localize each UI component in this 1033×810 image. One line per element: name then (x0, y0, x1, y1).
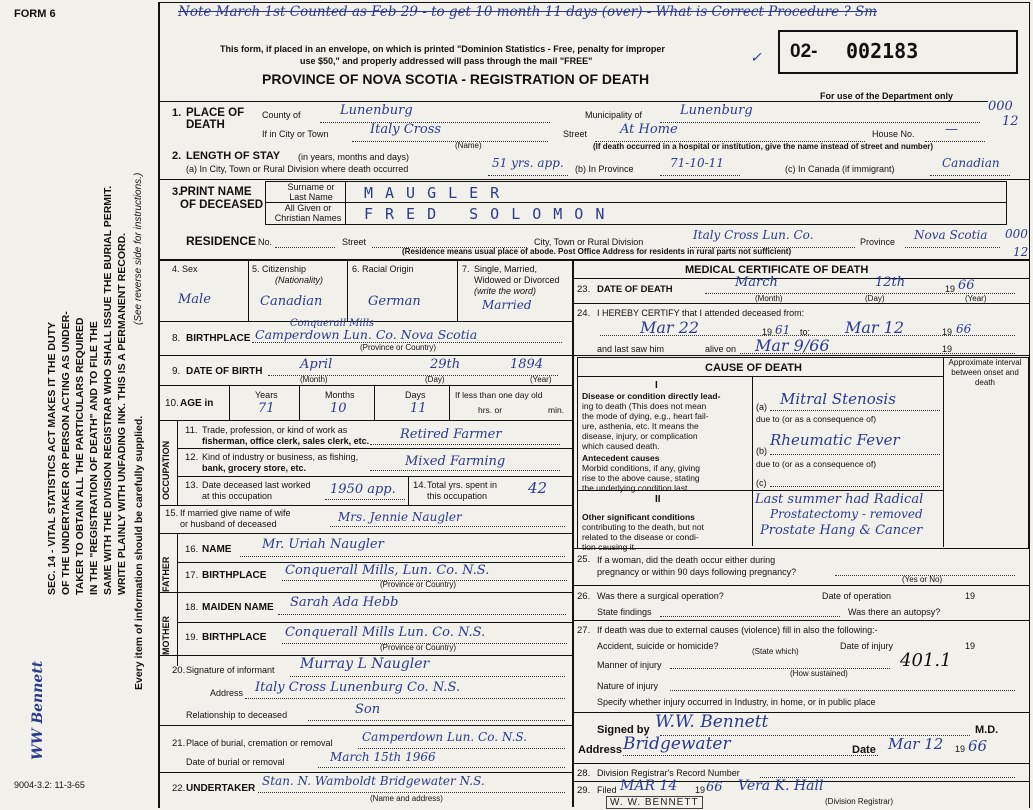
s9-label: DATE OF BIRTH (186, 366, 263, 377)
s5-label (252, 264, 306, 274)
mother-birthplace-value: Conquerall Mills Lun. Co. N.S. (285, 625, 486, 640)
ante-line-3: rise to the above cause, stating (582, 473, 700, 483)
county-label: County of (262, 110, 301, 120)
age-min-label: min. (548, 405, 565, 415)
autopsy-label: Was there an autopsy? (848, 607, 941, 617)
s27-number: 27. (577, 625, 591, 636)
how-sustained-label: (How sustained) (790, 669, 848, 678)
s21-number: 21. (172, 738, 186, 749)
relationship-value: Son (355, 702, 381, 717)
notice-line-4: IN THE "REGISTRATION OF DEATH" AND TO FILE THE (88, 321, 100, 595)
s19-number: 19. (185, 632, 199, 643)
occupation-side-label: OCCUPATION (161, 440, 171, 500)
birth-day-value: 29th (430, 357, 461, 372)
roman-1: I (655, 380, 658, 391)
father-name-value: Mr. Uriah Naugler (262, 537, 384, 552)
death-year-label: (Year) (965, 294, 987, 303)
s13-text-2: at this occupation (202, 491, 273, 501)
residence-province-value: Nova Scotia (914, 228, 988, 242)
s3-label: PRINT NAME OF DECEASED (180, 186, 264, 211)
filed-yp: 19 (695, 785, 706, 795)
burial-date-label: Date of burial or removal (186, 757, 285, 767)
registrar-label: (Division Registrar) (825, 797, 894, 806)
birth-day-label: (Day) (425, 375, 445, 384)
disease-line-2: ing to death (This does not mean (582, 401, 707, 411)
s7-number: 7. (462, 264, 470, 274)
spouse-value: Mrs. Jennie Naugler (338, 510, 462, 524)
antecedent-description (582, 453, 700, 493)
supplied-note: Every item of information should be carefully supplied. (133, 415, 145, 690)
s7-line-3: (write the word) (474, 286, 537, 296)
s10-number: 10. (165, 398, 179, 409)
main-frame-top (158, 2, 1030, 3)
city-name-label: (Name) (455, 141, 482, 150)
undertaker-sub: (Name and address) (370, 794, 443, 803)
accident-label: Accident, suicide or homicide? (597, 641, 719, 651)
s26-number: 26. (577, 591, 591, 602)
mother-side-label: MOTHER (161, 616, 171, 655)
s3-number: 3. (172, 186, 182, 198)
occupation-value: Retired Farmer (400, 427, 502, 442)
street-label: Street (563, 129, 588, 139)
residence-street-label: Street (342, 237, 367, 247)
age-months-value: 10 (330, 401, 347, 416)
birth-month-label: (Month) (300, 375, 328, 384)
death-day-label: (Day) (865, 294, 885, 303)
birthplace-top-value: Conquerall Mills (290, 318, 375, 329)
classification-code: 401.1 (900, 650, 952, 671)
operation-yp: 19 (965, 591, 976, 601)
s2-b-label: (b) In Province (575, 164, 634, 174)
sex-value: Male (178, 292, 211, 307)
dept-code-1: 000 (988, 99, 1013, 114)
s16-label: NAME (202, 544, 232, 555)
external-causes-label: If death was due to external causes (violence) fill in also the following:- (597, 625, 878, 635)
s11-text-1: Trade, profession, or kind of work as (202, 425, 348, 435)
main-frame-right (1029, 2, 1030, 808)
s9-number: 9. (172, 366, 181, 377)
county-value: Lunenburg (340, 103, 413, 118)
reverse-side-note: (See reverse side for instructions.) (133, 172, 144, 325)
notice-line-3: TAKER TO OBTAIN ALL THE PARTICULARS REQUIRED (74, 317, 86, 595)
s25-yn: (Yes or No) (902, 575, 943, 584)
s12-text-1: Kind of industry or business, as fishing, (202, 452, 359, 462)
operation-date-label: Date of operation (822, 591, 892, 601)
cert-yp: 19 (955, 744, 966, 754)
s20-number: 20. (172, 665, 186, 676)
residence-no-label: No. (258, 237, 273, 247)
s14-text (427, 480, 497, 502)
relationship-label: Relationship to deceased (186, 710, 288, 720)
envelope-note-2: use $50," and properly addressed will pass through the mail "FREE" (300, 56, 593, 66)
s11-text (202, 425, 369, 447)
s7-line-2: Widowed or Divorced (474, 275, 560, 285)
registrar-signature: Vera K. Hall (738, 778, 824, 794)
s19-label: BIRTHPLACE (202, 632, 267, 643)
ante-line-2: Morbid conditions, if any, giving (582, 463, 700, 473)
informant-address-value: Italy Cross Lunenburg Co. N.S. (255, 680, 461, 695)
ante-line-4: the underlying condition last. (582, 483, 690, 493)
citizenship-value: Canadian (260, 294, 323, 309)
md-label: M.D. (975, 724, 999, 736)
house-label: House No. (872, 129, 915, 139)
institution-note: (If death occurred in a hospital or institution, give the name instead of street and number) (593, 142, 934, 151)
s17-sub: (Province or Country) (380, 580, 457, 589)
industry-value: Mixed Farming (405, 454, 506, 469)
injury-date-label: Date of injury (840, 641, 894, 651)
s12-number: 12. (185, 452, 199, 463)
s13-text-1: Date deceased last worked (202, 480, 311, 490)
age-years-value: 71 (258, 401, 275, 416)
age-days-value: 11 (410, 401, 427, 416)
nature-label: Nature of injury (597, 681, 659, 691)
surgery-label: Was there a surgical operation? (597, 591, 724, 601)
surname-label: Surname or Last Name (287, 182, 335, 202)
other-line-2: contributing to the death, but not (582, 522, 704, 532)
s2-a-label: (a) In City, Town or Rural Division where death occurred (186, 164, 409, 174)
cause-title: CAUSE OF DEATH (705, 362, 802, 374)
residence-city-label: City, Town or Rural Division (534, 237, 644, 247)
s2-number: 2. (172, 150, 182, 162)
s24-number: 24. (577, 308, 591, 319)
s22-number: 22. (172, 783, 186, 794)
s4-number: 4. (172, 264, 180, 274)
given-label: All Given or Christian Names (274, 203, 342, 223)
age-years-label: Years (255, 390, 278, 400)
department-use-label: For use of the Department only (820, 91, 954, 101)
undertaker-label: UNDERTAKER (186, 783, 256, 794)
s13-number: 13. (185, 480, 199, 491)
s17-number: 17. (185, 570, 199, 581)
death-year-value: 66 (958, 278, 975, 293)
s2-label: LENGTH OF STAY (186, 150, 281, 162)
attended-from-year: 61 (775, 323, 791, 337)
dept-code-2: 12 (1002, 114, 1019, 129)
s28-number: 28. (577, 768, 591, 779)
s6-number: 6. (352, 264, 360, 274)
attended-to-yp: 19 (942, 327, 953, 337)
last-saw-value: Mar 9/66 (755, 336, 830, 355)
physician-address-label: Address (578, 744, 623, 756)
s2-c-value: Canadian (942, 156, 1000, 170)
reg-prefix: 02- (790, 41, 818, 62)
residence-code-2: 12 (1013, 245, 1029, 259)
notice-line-6: WRITE PLAINLY WITH UNFADING INK. THIS IS A PERMANENT RECORD. (116, 232, 128, 595)
burial-date-value: March 15th 1966 (330, 750, 436, 764)
city-label: If in City or Town (262, 129, 329, 139)
cert-date-value: Mar 12 (888, 735, 944, 753)
main-frame-left (158, 2, 160, 808)
house-value: — (945, 122, 958, 137)
disease-line-4: ure, asthenia, etc. It means the (582, 421, 699, 431)
attended-from-value: Mar 22 (640, 318, 700, 337)
residence-province-label: Province (860, 237, 896, 247)
s5-text: Citizenship (262, 264, 307, 274)
age-less-label: If less than one day old (455, 390, 543, 400)
due-to-1: due to (or as a consequence of) (756, 414, 877, 424)
attended-to-label: to: (800, 327, 811, 337)
filed-label: Filed (597, 785, 617, 795)
informant-signature-label: Signature of informant (186, 665, 275, 675)
signed-by-label: Signed by (597, 724, 650, 736)
s11-text-2: fisherman, office clerk, sales clerk, etc. (202, 436, 370, 446)
death-month-value: March (735, 275, 778, 290)
s18-number: 18. (185, 602, 199, 613)
registration-number-box (778, 30, 1018, 74)
last-saw-label: and last saw him (597, 344, 665, 354)
attended-to-value: Mar 12 (845, 318, 905, 337)
cause-b-value: Rheumatic Fever (770, 431, 900, 449)
s5-number: 5. (252, 264, 260, 274)
s2-a-value: 51 yrs. app. (492, 156, 564, 170)
age-hrs-label: hrs. or (478, 405, 503, 415)
handwritten-note: Note March 1st Counted as Feb 29 - to get 10 month 11 days (over) - What is Correct Procedure ? Sm (178, 4, 878, 20)
s6-label (352, 264, 414, 274)
disease-line-5: disease, injury, or complication (582, 431, 698, 441)
s7-label (474, 264, 560, 297)
other-condition-2: Prostatectomy - removed (770, 507, 923, 521)
s25-text (597, 554, 796, 578)
age-days-label: Days (405, 390, 426, 400)
s10-label: AGE in (180, 398, 214, 409)
cert-year: 66 (968, 737, 988, 755)
residence-label: RESIDENCE (186, 234, 257, 248)
cause-a-value: Mitral Stenosis (780, 390, 896, 408)
reg-number: 002183 (846, 39, 919, 63)
cause-c-label: (c) (756, 478, 767, 488)
father-side-label: FATHER (161, 556, 171, 592)
disease-line-6: which caused death. (582, 441, 660, 451)
s6-text: Racial Origin (362, 264, 414, 274)
s14-text-1: Total yrs. spent in (427, 480, 498, 490)
cause-a-label: (a) (756, 402, 767, 412)
s8-sub: (Province or Country) (360, 343, 437, 352)
s25-number: 25. (577, 554, 591, 565)
s16-number: 16. (185, 544, 199, 555)
s12-text (202, 452, 358, 474)
birth-month-value: April (300, 357, 333, 372)
roman-2: II (655, 494, 661, 505)
s25-line-1: If a woman, did the death occur either during (597, 555, 776, 565)
total-years-value: 42 (528, 479, 548, 497)
disease-line-1: Disease or condition directly lead- (582, 391, 721, 401)
notice-line-5: SAME WITH THE DIVISION REGISTRAR WHO SHALL ISSUE THE BURIAL PERMIT. (102, 185, 114, 595)
birth-year-value: 1894 (510, 357, 544, 372)
municipality-value: Lunenburg (680, 103, 753, 118)
form-number: FORM 6 (14, 8, 56, 20)
racial-origin-value: German (368, 294, 421, 309)
burial-place-value: Camperdown Lun. Co. N.S. (362, 730, 527, 744)
s14-number: 14. (413, 480, 427, 491)
s2-b-value: 71-10-11 (670, 156, 724, 170)
street-value: At Home (620, 122, 678, 137)
s14-text-2: this occupation (427, 491, 488, 501)
margin-signature: WW Bennett (30, 660, 46, 760)
other-line-3: related to the disease or condi- (582, 532, 699, 542)
s29-number: 29. (577, 785, 591, 796)
s4-label (172, 264, 198, 274)
s8-label: BIRTHPLACE (186, 333, 251, 344)
injury-yp: 19 (965, 641, 976, 651)
s18-label: MAIDEN NAME (202, 602, 274, 613)
residence-city-value: Italy Cross Lun. Co. (693, 228, 814, 242)
residence-code-1: 000 (1005, 227, 1028, 241)
s19-sub: (Province or Country) (380, 643, 457, 652)
envelope-note-1: This form, if placed in an envelope, on which is printed "Dominion Statistics - Free, penalty for improper (220, 44, 665, 54)
s1-number: 1. (172, 107, 182, 119)
undertaker-value: Stan. N. Wamboldt Bridgewater N.S. (262, 774, 485, 788)
s13-text (202, 480, 311, 502)
check-mark: ✓ (750, 50, 762, 66)
s2-sub: (in years, months and days) (298, 152, 410, 162)
manner-label: Manner of injury (597, 660, 662, 670)
age-months-label: Months (325, 390, 355, 400)
s8-number: 8. (172, 333, 181, 344)
death-day-value: 12th (875, 275, 906, 290)
other-condition-3: Prostate Hang & Cancer (760, 523, 923, 538)
ante-line-1: Antecedent causes (582, 453, 660, 463)
mother-maiden-value: Sarah Ada Hebb (290, 595, 399, 610)
filed-year: 66 (706, 780, 723, 795)
cause-b-label: (b) (756, 446, 767, 456)
death-month-label: (Month) (755, 294, 783, 303)
informant-address-label: Address (210, 688, 244, 698)
s15-text (180, 508, 291, 530)
birth-year-label: (Year) (530, 375, 552, 384)
state-which-label: (State which) (752, 647, 799, 656)
filed-date: MAR 14 (620, 778, 678, 794)
disease-description (582, 391, 720, 451)
father-birthplace-value: Conquerall Mills, Lun. Co. N.S. (285, 563, 490, 578)
s15-number: 15. (165, 508, 179, 519)
notice-line-1: SEC. 14 - VITAL STATISTICS ACT MAKES IT THE DUTY (46, 321, 58, 595)
death-date-label: DATE OF DEATH (597, 284, 673, 295)
cert-date-label: Date (852, 744, 876, 756)
other-conditions-description (582, 512, 704, 552)
physician-address-value: Bridgewater (623, 734, 731, 754)
s15-text-1: If married give name of wife (180, 508, 291, 518)
s1-label: PLACE OF DEATH (186, 107, 245, 131)
disease-line-3: the mode of dying, e.g., heart fail- (582, 411, 709, 421)
s15-text-2: or husband of deceased (180, 519, 277, 529)
interval-label: Approximate interval between onset and death (948, 358, 1022, 387)
burial-place-label: Place of burial, cremation or removal (186, 738, 333, 748)
due-to-2: due to (or as a consequence of) (756, 459, 877, 469)
s12-text-2: bank, grocery store, etc. (202, 463, 307, 473)
city-value: Italy Cross (370, 122, 442, 137)
last-worked-value: 1950 app. (330, 482, 396, 497)
other-condition-1: Last summer had Radical (755, 492, 924, 507)
attended-to-year: 66 (956, 322, 972, 336)
s17-label: BIRTHPLACE (202, 570, 267, 581)
municipality-label: Municipality of (585, 110, 643, 120)
s4-text: Sex (182, 264, 198, 274)
record-number-label: Division Registrar's Record Number (597, 768, 740, 778)
medical-title: MEDICAL CERTIFICATE OF DEATH (685, 264, 869, 276)
surname-value: MAUGLER (364, 184, 512, 202)
attended-from-yp: 19 (762, 327, 773, 337)
s11-number: 11. (185, 425, 198, 436)
last-saw-yp: 19 (942, 344, 953, 354)
other-line-1: Other significant conditions (582, 512, 695, 522)
specify-label: Specify whether injury occurred in Industry, in home, or in public place (597, 697, 876, 707)
s23-number: 23. (577, 284, 591, 295)
form-title: PROVINCE OF NOVA SCOTIA - REGISTRATION OF DEATH (262, 71, 650, 87)
other-line-4: tion causing it. (582, 542, 637, 552)
physician-stamp: W. W. BENNETT (606, 796, 703, 809)
s2-c-label: (c) In Canada (if immigrant) (785, 164, 895, 174)
s25-line-2: pregnancy or within 90 days following pregnancy? (597, 567, 797, 577)
findings-label: State findings (597, 607, 652, 617)
marital-value: Married (482, 298, 532, 312)
s5-sub: (Nationality) (275, 275, 324, 285)
birthplace-value: Camperdown Lun. Co. Nova Scotia (255, 327, 478, 342)
residence-note: (Residence means usual place of abode. Post Office Address for residents in rural parts not sufficient) (402, 247, 792, 256)
alive-on-label: alive on (705, 344, 737, 354)
notice-line-2: OF THE UNDERTAKER OR PERSON ACTING AS UNDER- (60, 311, 72, 595)
informant-signature-value: Murray L Naugler (300, 656, 430, 672)
given-names-value: FRED SOLOMON (364, 205, 617, 223)
print-code: 9004-3.2: 11-3-65 (14, 780, 85, 790)
physician-signature: W.W. Bennett (655, 712, 769, 732)
attendance-text: I HEREBY CERTIFY that I attended deceased from: (597, 308, 805, 318)
death-year-prefix: 19 (945, 284, 956, 294)
s7-line-1: Single, Married, (474, 264, 538, 274)
